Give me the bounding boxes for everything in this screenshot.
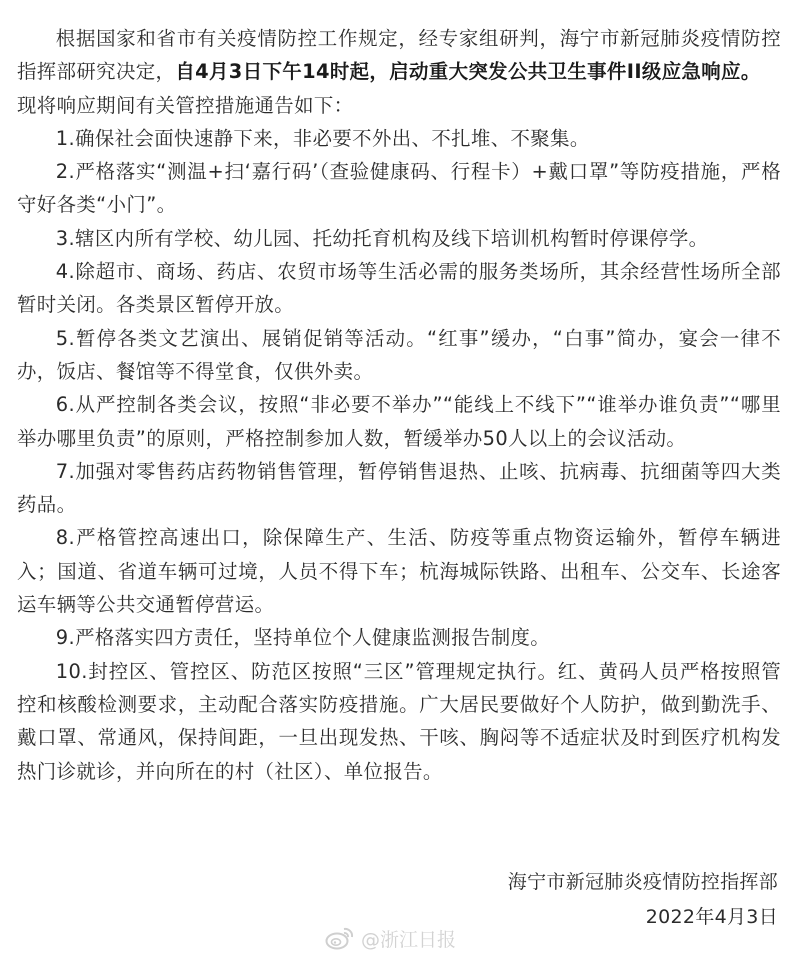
watermark-handle: @浙江日报 [361,928,457,951]
intro-lead: 现将响应期间有关管控措施通告如下： [17,93,354,117]
weibo-watermark [325,924,456,952]
signature-date: 2022年4月3日 [645,906,778,928]
measure-item-9: 9.严格落实四方责任，坚持单位个人健康监测报告制度。 [55,626,551,650]
signature-organization: 海宁市新冠肺炎疫情防控指挥部 [507,871,778,893]
measure-item-1: 1.确保社会面快速静下来，非必要不外出、不扎堆、不聚集。 [55,126,590,150]
measure-item-5: 5.暂停各类文艺演出、展销促销等活动。“红事”缓办，“白事”简办，宴会一律不办，饭店、餐馆等不得堂食，仅供外卖。 [17,326,781,383]
measure-item-7: 7.加强对零售药店药物销售管理，暂停销售退热、止咳、抗病毒、抗细菌等四大类药品。 [17,459,781,517]
intro-emphasis: 自4月3日下午14时起，启动重大突发公共卫生事件II级应急响应。 [175,60,761,84]
measure-item-4: 4.除超市、商场、药店、农贸市场等生活必需的服务类场所，其余经营性场所全部暂时关闭。各类景区暂停开放。 [17,260,781,317]
notice-body [17,22,781,788]
weibo-logo-icon [325,925,355,951]
measure-item-3: 3.辖区内所有学校、幼儿园、托幼托育机构及线下培训机构暂时停课停学。 [55,226,709,250]
measure-item-6: 6.从严控制各类会议，按照“非必要不举办”“能线上不线下”“谁举办谁负责”“哪里举办哪里负责”的原则，严格控制参加人数，暂缓举办50人以上的会议活动。 [17,393,781,450]
measure-item-10: 10.封控区、管控区、防范区按照“三区”管理规定执行。红、黄码人员严格按照管控和核酸检测要求，主动配合落实防疫措施。广大居民要做好个人防护，做到勤洗手、戴口罩、常通风，保持间距，一旦出现发热、干咳、胸闷等不适症状及时到医疗机构发热门诊就诊，并向所在的村（社区）、单位报告。 [17,659,781,783]
intro-text: 根据国家和省市有关疫情防控工作规定，经专家组研判，海宁市新冠肺炎疫情防控指挥部研究决定， [17,27,781,84]
measure-item-2: 2.严格落实“测温+扫‘嘉行码’（查验健康码、行程卡）+戴口罩”等防疫措施，严格守好各类“小门”。 [17,160,781,217]
measure-item-8: 8.严格管控高速出口，除保障生产、生活、防疫等重点物资运输外，暂停车辆进入；国道、省道车辆可过境，人员不得下车；杭海城际铁路、出租车、公交车、长途客运车辆等公共交通暂停营运。 [17,526,781,617]
intro-paragraph [17,22,781,89]
